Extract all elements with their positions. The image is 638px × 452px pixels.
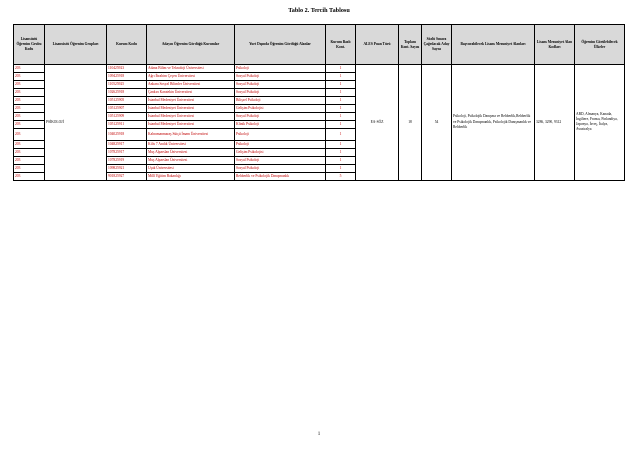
institution-cell: Kilis 7 Aralık Üniversitesi: [147, 140, 235, 148]
column-header: Kurum Kodu: [107, 25, 147, 65]
group-code-cell: 203: [14, 97, 45, 105]
institution-code-cell: 107825917: [107, 148, 147, 156]
group-code-cell: 203: [14, 172, 45, 180]
institution-code-cell: 105125907: [107, 105, 147, 113]
institution-code-cell: 109825921: [107, 164, 147, 172]
group-code-cell: 203: [14, 65, 45, 73]
field-cell: Sosyal Psikoloji: [235, 73, 326, 81]
column-header: Sözlü Sınava Çağrılacak Aday Sayısı: [422, 25, 452, 65]
field-cell: Gelişim Psikolojisi: [235, 148, 326, 156]
group-code-cell: 203: [14, 164, 45, 172]
group-name-cell: PSİKOLOJİ: [45, 65, 107, 181]
field-cell: Psikoloji: [235, 65, 326, 73]
institution-code-cell: 110525925: [107, 81, 147, 89]
field-cell: Sosyal Psikoloji: [235, 164, 326, 172]
quota-cell: 1: [326, 97, 356, 105]
institution-cell: İstanbul Medeniyet Üniversitesi: [147, 113, 235, 121]
institution-cell: Uşak Üniversitesi: [147, 164, 235, 172]
institution-cell: İstanbul Medeniyet Üniversitesi: [147, 97, 235, 105]
institution-code-cell: 105125909: [107, 113, 147, 121]
quota-cell: 1: [326, 73, 356, 81]
quota-cell: 1: [326, 121, 356, 129]
column-header: Lisansüstü Öğrenim Grubu Kodu: [14, 25, 45, 65]
quota-cell: 1: [326, 65, 356, 73]
table-row: [14, 65, 625, 73]
quota-cell: 5: [326, 172, 356, 180]
total-quota-cell: 18: [399, 65, 422, 181]
institution-code-cell: 105125905: [107, 97, 147, 105]
group-code-cell: 203: [14, 121, 45, 129]
institution-cell: Ankara Sosyal Bilimler Üniversitesi: [147, 81, 235, 89]
group-code-cell: 203: [14, 148, 45, 156]
institution-cell: Muş Alparslan Üniversitesi: [147, 156, 235, 164]
column-header: Toplam Kont. Sayısı: [399, 25, 422, 65]
group-code-cell: 203: [14, 89, 45, 97]
institution-cell: Adana Bilim ve Teknoloji Üniversitesi: [147, 65, 235, 73]
group-code-cell: 203: [14, 73, 45, 81]
institution-cell: İstanbul Medeniyet Üniversitesi: [147, 105, 235, 113]
field-cell: Psikoloji: [235, 140, 326, 148]
column-header: Yurt Dışında Öğrenim Gördüğü Alanlar: [235, 25, 326, 65]
institution-cell: Kahramanmaraş Sütçü İmam Üniversitesi: [147, 129, 235, 141]
header-row: [14, 25, 625, 65]
quota-cell: 1: [326, 140, 356, 148]
group-code-cell: 203: [14, 113, 45, 121]
column-header: ALES Puan Türü: [356, 25, 399, 65]
group-code-cell: 203: [14, 105, 45, 113]
page-number: 1: [317, 432, 321, 437]
column-header: Kurum Bazlı Kont.: [326, 25, 356, 65]
institution-cell: Muş Alparslan Üniversitesi: [147, 148, 235, 156]
oral-count-cell: 54: [422, 65, 452, 181]
field-cell: Bilişsel Psikoloji: [235, 97, 326, 105]
quota-cell: 1: [326, 89, 356, 97]
column-header: Lisans Mezuniyet Alan Kodları: [535, 25, 575, 65]
quota-cell: 1: [326, 164, 356, 172]
institution-cell: İstanbul Medeniyet Üniversitesi: [147, 121, 235, 129]
field-cell: Klinik Psikoloji: [235, 121, 326, 129]
quota-cell: 1: [326, 81, 356, 89]
quota-cell: 1: [326, 113, 356, 121]
quota-cell: 1: [326, 129, 356, 141]
field-codes-cell: 3286, 3290, 9312: [535, 65, 575, 181]
group-code-cell: 203: [14, 129, 45, 141]
group-code-cell: 203: [14, 140, 45, 148]
quota-cell: 1: [326, 148, 356, 156]
institution-code-cell: 102625918: [107, 89, 147, 97]
quota-cell: 1: [326, 105, 356, 113]
institution-code-cell: 109425918: [107, 73, 147, 81]
institution-code-cell: 104025918: [107, 129, 147, 141]
column-header: Öğrenim Görülebilecek Ülkeler: [575, 25, 625, 65]
column-header: Adayın Öğrenim Gördüğü Kurumlar: [147, 25, 235, 65]
field-cell: Sosyal Psikoloji: [235, 81, 326, 89]
column-header: Lisansüstü Öğrenim Grupları: [45, 25, 107, 65]
institution-cell: Ağrı İbrahim Çeçen Üniversitesi: [147, 73, 235, 81]
group-code-cell: 203: [14, 156, 45, 164]
group-code-cell: 203: [14, 81, 45, 89]
field-cell: Psikoloji: [235, 129, 326, 141]
quota-cell: 1: [326, 156, 356, 164]
field-cell: Sosyal Psikoloji: [235, 113, 326, 121]
eligible-fields-cell: Psikoloji, Psikolojik Danışma ve Rehberlik,Rehberlik ve Psikolojik Danışmanlık, Psikolojik Danışmanlık ve Rehberlik: [452, 65, 535, 181]
field-cell: Gelişim Psikolojisi: [235, 105, 326, 113]
preference-table: [13, 24, 625, 181]
countries-cell: ABD, Almanya, Kanada, İngiltere, Fransa, Finlandiya, Japonya, İsveç, İtalya, Avustralya: [575, 65, 625, 181]
table-title: Tablo 2. Tercih Tablosu: [288, 7, 350, 14]
field-cell: Sosyal Psikoloji: [235, 89, 326, 97]
institution-code-cell: 110425923: [107, 65, 147, 73]
institution-code-cell: 104825917: [107, 140, 147, 148]
institution-code-cell: 105125911: [107, 121, 147, 129]
field-cell: Rehberlik ve Psikolojik Danışmanlık: [235, 172, 326, 180]
institution-code-cell: 107825919: [107, 156, 147, 164]
institution-cell: Çankırı Karatekin Üniversitesi: [147, 89, 235, 97]
ales-cell: EA-SÖZ: [356, 65, 399, 181]
field-cell: Sosyal Psikoloji: [235, 156, 326, 164]
column-header: Başvurabilecek Lisans Mezuniyet Alanları: [452, 25, 535, 65]
institution-code-cell: 901825927: [107, 172, 147, 180]
institution-cell: Millî Eğitim Bakanlığı: [147, 172, 235, 180]
